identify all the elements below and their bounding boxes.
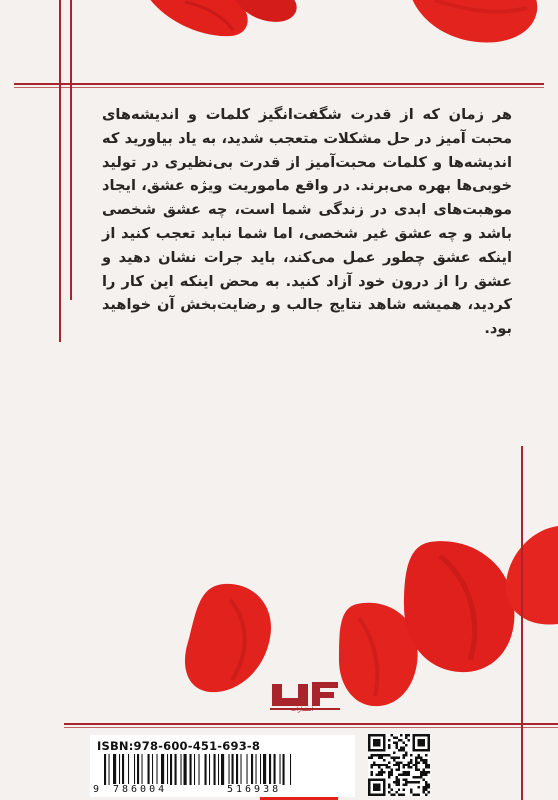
rose-petal-top-center [232,0,302,30]
qr-module [368,756,370,758]
qr-module [383,764,385,766]
barcode-bar [148,754,150,785]
qr-module [405,771,407,773]
qr-module [385,764,387,766]
qr-module [428,791,430,793]
ean-digit-first: 9 [93,784,100,795]
barcode-bar [251,754,253,785]
ean-digits-right: 516938 [227,784,282,795]
qr-module [388,766,390,768]
qr-module [403,766,405,768]
barcode-bar [247,754,248,785]
barcode-bar [175,754,177,785]
qr-module [380,769,382,771]
qr-module [415,759,417,761]
qr-module [398,764,400,766]
qr-module [403,764,405,766]
barcode-bar [283,754,285,785]
qr-module [375,774,377,776]
qr-module [380,764,382,766]
qr-module [393,794,395,796]
qr-module [425,759,427,761]
barcode-bar [205,754,207,785]
qr-module [405,754,407,756]
qr-module [413,781,415,783]
qr-module [418,776,420,778]
qr-module [405,774,407,776]
qr-module [398,779,400,781]
qr-module [393,764,395,766]
barcode-bar [263,754,266,785]
qr-module [425,754,427,756]
qr-module [390,794,392,796]
qr-module [388,786,390,788]
qr-module [410,766,412,768]
qr-module [395,769,397,771]
isbn-label: ISBN:978-600-451-693-8 [97,739,261,753]
qr-module [398,781,400,783]
qr-module [405,744,407,746]
qr-module [415,776,417,778]
qr-module [380,774,382,776]
qr-module [418,786,420,788]
qr-module [388,784,390,786]
qr-module [375,764,377,766]
qr-module [423,769,425,771]
qr-module [415,756,417,758]
qr-module [415,781,417,783]
qr-module [395,764,397,766]
qr-module [398,794,400,796]
right-vertical-rule [521,446,523,800]
barcode-bar [119,754,120,785]
qr-module [418,754,420,756]
qr-module [373,754,375,756]
qr-module [390,789,392,791]
qr-module [388,739,390,741]
qr-module [415,761,417,763]
ean-barcode [104,754,344,785]
qr-module [393,741,395,743]
barcode-bar [181,754,182,785]
qr-module [378,754,380,756]
qr-module [393,736,395,738]
left-vertical-rule [59,0,61,342]
qr-module [425,786,427,788]
qr-module [370,764,372,766]
qr-module [408,764,410,766]
barcode-bar [236,754,238,785]
qr-module [425,781,427,783]
qr-module [395,791,397,793]
qr-module [390,734,392,736]
qr-module [403,784,405,786]
qr-module [410,754,412,756]
qr-module [428,771,430,773]
qr-module [388,774,390,776]
qr-module [370,771,372,773]
barcode-bar [109,754,110,785]
barcode-bar [280,754,281,785]
qr-module [403,756,405,758]
qr-module [395,779,397,781]
back-cover-blurb: هر زمان که از قدرت شگفت‌انگیز کلمات و اندیشه‌های محبت آمیز در حل مشکلات متعجب شدید، به یاد بیاورید که اندیشه‌ها و کلمات محبت‌آمیز از قدرت بی‌نظیری در تولید خوبی‌ها بهره می‌برند. در واقع ماموریت ویژه عشق، ایجاد موهبت‌های ابدی در زندگی شما است، چه عشق شخصی باشد و چه عشق غیر شخصی، اما شما نباید تعجب کنید از اینکه عشق چطور عمل می‌کند، باید جرات نشان دهید و عشق را از درون خود آزاد کنید. به محض اینکه این کار را کردید، همیشه شاهد نتایج جالب و رضایت‌بخش آن خواهید بود. [102,106,512,338]
qr-module [395,744,397,746]
qr-module [378,766,380,768]
barcode-bar [194,754,195,785]
qr-module [370,766,372,768]
barcode-bar [142,754,143,785]
qr-module [423,761,425,763]
qr-module [415,769,417,771]
qr-module [410,759,412,761]
barcode-bar [229,754,230,785]
qr-module [388,746,390,748]
qr-module [398,784,400,786]
qr-module [395,756,397,758]
barcode-bar [184,754,187,785]
qr-module [388,761,390,763]
qr-module [425,764,427,766]
qr-module [393,781,395,783]
qr-module [400,734,402,736]
barcode-bar [134,754,135,785]
qr-module [383,771,385,773]
barcode-bar [214,754,216,785]
qr-module [418,761,420,763]
qr-module [428,784,430,786]
qr-module [415,794,417,796]
barcode-bar [221,754,224,785]
qr-module [425,794,427,796]
barcode-bar [167,754,168,785]
rose-petal-top-right [405,0,545,52]
barcode-bar [104,754,106,785]
qr-module [400,739,402,741]
qr-module [413,794,415,796]
qr-module [388,744,390,746]
qr-module [425,761,427,763]
barcode-bar [218,754,219,785]
qr-module [398,769,400,771]
barcode-bar [290,754,291,785]
qr-module [408,766,410,768]
qr-module [380,756,382,758]
ean-digits-left: 786004 [113,784,168,795]
qr-module [423,759,425,761]
qr-module [405,779,407,781]
barcode-bar [190,754,192,785]
qr-module [405,781,407,783]
qr-module [378,764,380,766]
qr-module [408,739,410,741]
qr-module [373,764,375,766]
qr-module [400,774,402,776]
qr-module [425,771,427,773]
qr-module [380,754,382,756]
qr-module [423,771,425,773]
qr-module [398,756,400,758]
qr-module [403,741,405,743]
rose-petal-right-edge [500,520,558,630]
qr-module [398,789,400,791]
qr-module [393,751,395,753]
qr-module [385,754,387,756]
qr-module [403,789,405,791]
qr-module [423,774,425,776]
qr-module [420,756,422,758]
qr-module [413,764,415,766]
qr-module [373,761,375,763]
qr-module [423,791,425,793]
qr-module [423,789,425,791]
qr-module [410,789,412,791]
qr-module [408,771,410,773]
qr-module [390,756,392,758]
qr-module [395,741,397,743]
qr-module [408,781,410,783]
qr-module [400,749,402,751]
qr-module [410,791,412,793]
qr-module [378,771,380,773]
rose-petal-bottom-left [178,580,278,700]
qr-module [370,754,372,756]
qr-module [405,734,407,736]
barcode-bar [199,754,200,785]
barcode-bar [260,754,261,785]
qr-module [428,764,430,766]
qr-code [368,734,430,796]
qr-module [425,774,427,776]
qr-module [390,769,392,771]
barcode-bar [161,754,164,785]
qr-module [425,766,427,768]
qr-module [378,756,380,758]
qr-module [403,771,405,773]
qr-module [395,781,397,783]
barcode-bar [137,754,139,785]
qr-module [390,774,392,776]
barcode-bar [170,754,172,785]
qr-module [405,736,407,738]
qr-module [398,739,400,741]
qr-module [393,759,395,761]
qr-module [423,779,425,781]
top-horizontal-rule-2 [14,87,544,88]
bottom-horizontal-rule-2 [64,727,558,728]
qr-module [428,786,430,788]
barcode-bar [209,754,210,785]
qr-module [395,746,397,748]
qr-module [405,784,407,786]
qr-module [415,766,417,768]
qr-module [400,746,402,748]
qr-module [428,766,430,768]
qr-module [398,749,400,751]
qr-module [420,759,422,761]
qr-module [410,781,412,783]
barcode-bar [152,754,153,785]
qr-module [420,774,422,776]
qr-module [388,771,390,773]
qr-module [408,774,410,776]
qr-module [383,759,385,761]
bottom-horizontal-rule [64,723,558,725]
left-vertical-rule-2 [70,0,72,300]
barcode-bar [232,754,234,785]
qr-module [398,766,400,768]
qr-module [408,761,410,763]
qr-module [403,754,405,756]
qr-module [403,774,405,776]
qr-module [383,754,385,756]
qr-module [415,764,417,766]
qr-module [425,784,427,786]
qr-module [400,761,402,763]
qr-module [420,776,422,778]
qr-module [420,771,422,773]
qr-module [418,756,420,758]
qr-module [425,789,427,791]
barcode-bar [269,754,271,785]
qr-module [410,761,412,763]
barcode-bar [241,754,242,785]
qr-module [418,794,420,796]
qr-module [423,786,425,788]
qr-module [390,771,392,773]
qr-module [398,761,400,763]
qr-module [388,754,390,756]
qr-module [385,766,387,768]
qr-module [418,781,420,783]
qr-finder-core [418,739,425,746]
qr-module [395,776,397,778]
qr-module [370,774,372,776]
qr-module [400,794,402,796]
publisher-logo-subtitle: انتشارات [290,706,314,713]
barcode-bar [122,754,124,785]
qr-module [378,774,380,776]
qr-module [388,791,390,793]
qr-module [380,771,382,773]
qr-finder-core [373,784,380,791]
qr-module [395,761,397,763]
qr-module [370,756,372,758]
barcode-bar [128,754,129,785]
qr-module [395,736,397,738]
barcode-bar [113,754,116,785]
qr-module [403,749,405,751]
qr-module [405,764,407,766]
barcode-bar [274,754,276,785]
qr-module [388,776,390,778]
qr-module [398,774,400,776]
qr-module [393,756,395,758]
top-horizontal-rule [14,83,544,85]
barcode-bar [157,754,158,785]
qr-module [408,734,410,736]
qr-module [418,769,420,771]
qr-module [405,751,407,753]
qr-module [395,784,397,786]
qr-module [413,776,415,778]
qr-finder-core [373,739,380,746]
qr-module [403,746,405,748]
barcode-bar [256,754,257,785]
qr-module [403,779,405,781]
qr-module [375,754,377,756]
qr-module [403,794,405,796]
